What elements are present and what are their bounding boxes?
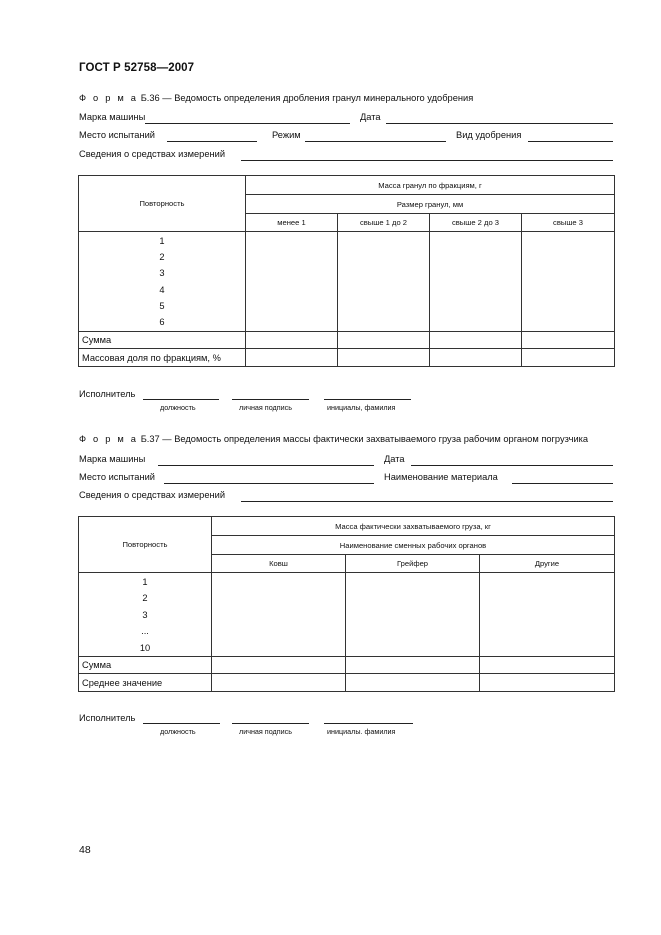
data-cell[interactable]	[522, 349, 615, 367]
data-cell[interactable]	[480, 573, 615, 657]
repeat-number: 3	[142, 609, 148, 620]
data-cell[interactable]	[338, 332, 430, 349]
organ-header: Другие	[480, 555, 615, 573]
data-cell[interactable]	[346, 657, 480, 674]
repeat-numbers-cell	[79, 573, 212, 657]
cargo-mass-table	[78, 516, 615, 692]
position-caption: должность	[160, 727, 196, 736]
data-cell[interactable]	[480, 674, 615, 692]
form-word: Ф о р м а	[79, 93, 139, 103]
executor-label: Исполнитель	[79, 389, 136, 399]
data-cell[interactable]	[430, 332, 522, 349]
mass-header: Масса гранул по фракциям, г	[246, 176, 615, 195]
machine-label: Марка машины	[79, 454, 146, 464]
fraction-header: свыше 3	[522, 214, 615, 232]
organs-header: Наименование сменных рабочих органов	[212, 536, 615, 555]
data-cell[interactable]	[346, 573, 480, 657]
machine-blank[interactable]	[145, 123, 350, 124]
fraction-table	[78, 175, 615, 367]
share-row-label: Массовая доля по фракциям, %	[79, 349, 246, 367]
signature-caption: личная подпись	[239, 403, 292, 412]
mode-label: Режим	[272, 130, 301, 140]
place-label: Место испытаний	[79, 130, 155, 140]
form-title-text: Б.36 — Ведомость определения дробления гранул минерального удобрения	[140, 93, 474, 103]
document-header: ГОСТ Р 52758—2007	[79, 62, 195, 74]
name-caption: инициалы, фамилия	[327, 403, 396, 412]
data-cell[interactable]	[212, 674, 346, 692]
repeat-number: 10	[139, 642, 151, 653]
data-cell[interactable]	[338, 349, 430, 367]
data-cell[interactable]	[346, 674, 480, 692]
form-b37-title	[79, 434, 588, 444]
mass-header: Масса фактически захватываемого груза, кг	[212, 517, 615, 536]
place-blank[interactable]	[167, 141, 257, 142]
data-cell[interactable]	[480, 657, 615, 674]
mean-row-label: Среднее значение	[79, 674, 212, 692]
place-blank[interactable]	[164, 483, 374, 484]
machine-blank[interactable]	[158, 465, 374, 466]
instruments-blank[interactable]	[241, 160, 613, 161]
repeat-number: 5	[159, 301, 165, 312]
data-cell[interactable]	[430, 349, 522, 367]
organ-header: Грейфер	[346, 555, 480, 573]
repeat-number: 4	[159, 284, 165, 295]
fert-type-blank[interactable]	[528, 141, 613, 142]
form-word: Ф о р м а	[79, 434, 139, 444]
data-cell[interactable]	[522, 332, 615, 349]
repeat-number: ...	[141, 626, 149, 636]
date-label: Дата	[360, 112, 381, 122]
data-cell[interactable]	[212, 657, 346, 674]
page-number: 48	[79, 844, 91, 856]
data-cell[interactable]	[338, 232, 430, 332]
repeat-number: 3	[159, 268, 165, 279]
data-cell[interactable]	[430, 232, 522, 332]
fraction-header: свыше 1 до 2	[338, 214, 430, 232]
fraction-header: менее 1	[246, 214, 338, 232]
data-cell[interactable]	[246, 232, 338, 332]
sum-row-label: Сумма	[79, 332, 246, 349]
repeat-number: 1	[142, 576, 148, 587]
fraction-header: свыше 2 до 3	[430, 214, 522, 232]
place-label: Место испытаний	[79, 472, 155, 482]
signature-caption: личная подпись	[239, 727, 292, 736]
fert-type-label: Вид удобрения	[456, 130, 522, 140]
name-caption: инициалы. фамилия	[327, 727, 396, 736]
date-blank[interactable]	[386, 123, 613, 124]
executor-label: Исполнитель	[79, 713, 136, 723]
material-blank[interactable]	[512, 483, 613, 484]
repeat-number: 2	[142, 593, 148, 603]
position-caption: должность	[160, 403, 196, 412]
data-cell[interactable]	[246, 332, 338, 349]
col-repeat-header: Повторность	[79, 517, 212, 573]
instruments-label: Сведения о средствах измерений	[79, 149, 226, 159]
date-blank[interactable]	[411, 465, 613, 466]
form-b36-title	[79, 93, 473, 103]
repeat-number: 6	[159, 317, 165, 328]
repeat-numbers-cell	[79, 232, 246, 332]
instruments-label: Сведения о средствах измерений	[79, 490, 226, 500]
instruments-blank[interactable]	[241, 501, 613, 502]
machine-label: Марка машины	[79, 112, 146, 122]
signature-blank[interactable]	[232, 399, 309, 400]
data-cell[interactable]	[522, 232, 615, 332]
sum-row-label: Сумма	[79, 657, 212, 674]
name-blank[interactable]	[324, 723, 413, 724]
position-blank[interactable]	[143, 399, 219, 400]
date-label: Дата	[384, 454, 405, 464]
position-blank[interactable]	[143, 723, 220, 724]
repeat-number: 1	[159, 235, 165, 246]
material-label: Наименование материала	[384, 472, 498, 482]
size-header: Размер гранул, мм	[246, 195, 615, 214]
signature-blank[interactable]	[232, 723, 309, 724]
mode-blank[interactable]	[305, 141, 446, 142]
organ-header: Ковш	[212, 555, 346, 573]
data-cell[interactable]	[246, 349, 338, 367]
col-repeat-header: Повторность	[79, 176, 246, 232]
data-cell[interactable]	[212, 573, 346, 657]
repeat-number: 2	[159, 251, 165, 262]
name-blank[interactable]	[324, 399, 411, 400]
form-title-text: Б.37 — Ведомость определения массы фактически захватываемого груза рабочим органом погрузчика	[140, 434, 589, 444]
